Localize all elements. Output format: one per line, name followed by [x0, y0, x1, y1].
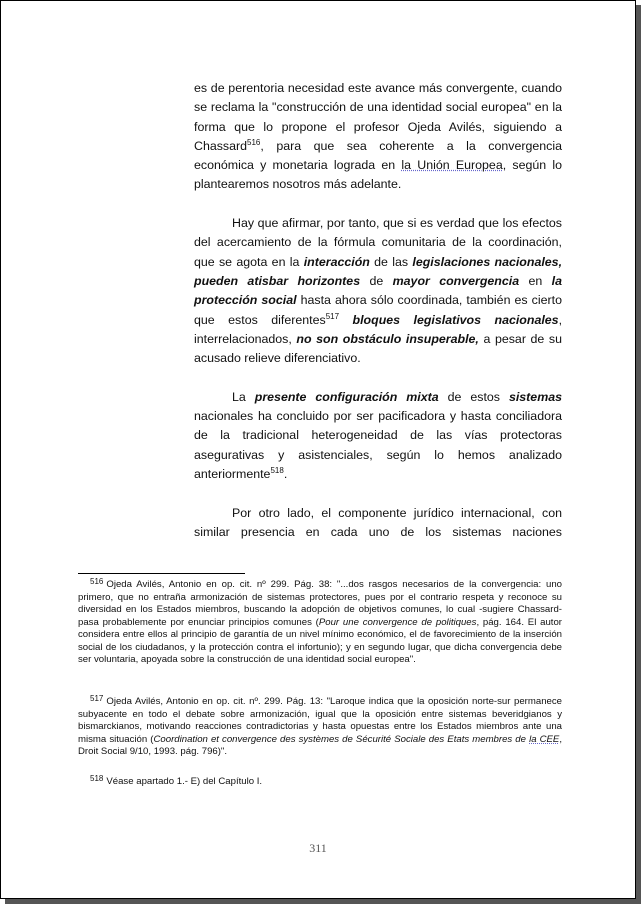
underlined-term: la Unión Europea — [401, 158, 503, 173]
body-text — [194, 79, 562, 542]
footnote-516: $^{516}$ Ojeda Avilés, Antonio en op. cit. nº 299. Pág. 38: "...dos rasgos necesarios de la convergencia: uno primero, que no entraña armonización de sistemas protectores, pues por el contrario respeta y reconoce su diversidad en los Estados miembros, buscando la adopción de objetivos comunes, lo cual -sugiere Chassard- pasa probablemente por enunciar principios comunes (Pour une convergence de politiques, pág. 164. El autor considera entre ellos al principio de garantía de un nivel mínimo económico, el de favorecimiento de la inserción social de los ciudadanos, y la protección contra el infortunio); y en segundo lugar, que dicha convergencia debe ser voluntaria, apoyada sobre la construcción de una identidad social europea". — [78, 577, 562, 665]
paragraph-2: Hay que afirmar, por tanto, que si es verdad que los efectos del acercamiento de la fórmula comunitaria de la coordinación, que se agota en la interacción de las legislaciones nacionales, pueden atisbar horizontes de mayor convergencia en la protección social hasta ahora sólo coordinada, también es cierto que estos diferentes$^{517}$ bloques legislativos nacionales, interrelacionados, no son obstáculo insuperable, a pesar de su acusado relieve diferenciativo. — [194, 216, 563, 366]
footnote-number: 518 — [90, 774, 104, 783]
footnote-ref-517[interactable]: 517 — [325, 311, 340, 321]
footnote-517: $^{517}$ Ojeda Avilés, Antonio en op. cit. nº. 299. Pág. 13: "Laroque indica que la oposición norte-sur permanece subyacente en todo el debate sobre armonización, igual que la oposición entre sistemas beveridgianos y bismarckianos, motivando reacciones contradictorias y hasta opuestas entre los Estados miembros ante una misma situación (Coordination et convergence des systèmes de Sécurité Sociale des Etats membres de la CEE, Droit Social 9/10, 1993. pág. 796)". — [78, 694, 563, 757]
footnote-ref-518[interactable]: 518 — [270, 465, 284, 475]
page-shadow-bottom — [5, 899, 641, 904]
footnote-number: 516 — [90, 577, 104, 586]
footnote-ref-516[interactable]: 516 — [247, 137, 261, 147]
footnote-518: $^{518}$ Véase apartado 1.- E) del Capítulo I. — [90, 774, 263, 787]
paragraph-1: es de perentoria necesidad este avance más convergente, cuando se reclama la "construcción de una identidad social europea" en la forma que lo propone el profesor Ojeda Avilés, siguiendo a Chassard$^{516}$, para que sea coherente a la convergencia económica y monetaria lograda en la Unión Europea, según lo plantearemos nosotros más adelante. — [194, 81, 563, 192]
paragraph-3: La presente configuración mixta de estos sistemas nacionales ha concluido por ser pacificadora y hasta conciliadora de la tradicional heterogeneidad de las vías protectoras asegurativas y asistenciales, según lo hemos analizado anteriormente$^{518}$. — [194, 389, 562, 481]
paragraph-4: Por otro lado, el componente jurídico internacional, con similar presencia en cada uno de los sistemas naciones — [194, 505, 562, 539]
footnote-separator — [78, 573, 245, 574]
page-shadow-right — [636, 5, 641, 904]
footnote-number: 517 — [90, 694, 104, 703]
page-number: 311 — [309, 841, 327, 855]
